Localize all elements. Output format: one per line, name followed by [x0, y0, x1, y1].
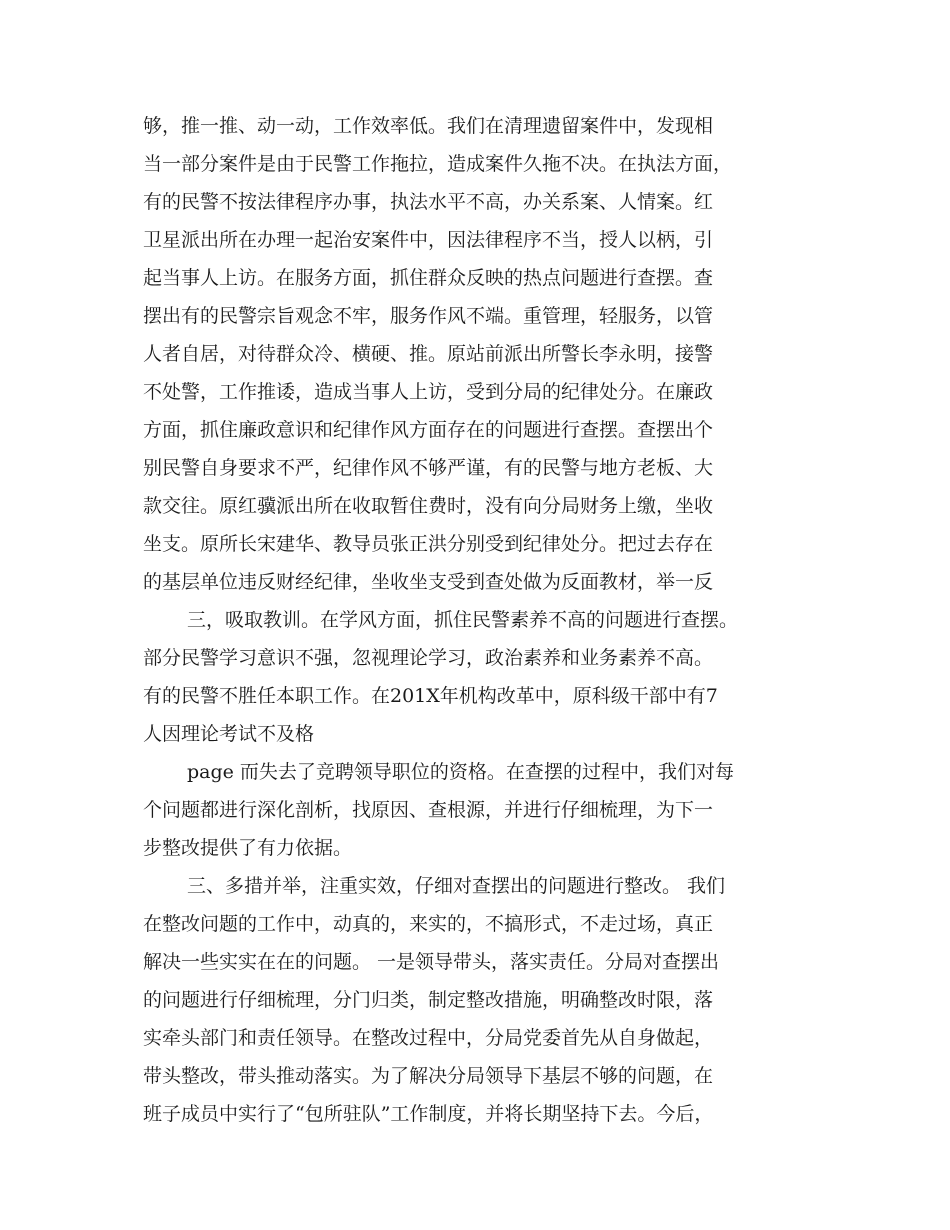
text-line: 有的民警不按法律程序办事，执法水平不高，办关系案、人情案。红: [143, 191, 714, 213]
text-line: 解决一些实实在在的问题。 一是领导带头，落实责任。分局对查摆出: [143, 951, 720, 973]
text-line: 别民警自身要求不严，纪律作风不够严谨，有的民警与地方老板、大: [143, 457, 714, 479]
text-line: 在整改问题的工作中，动真的，来实的，不搞形式，不走过场，真正: [143, 913, 714, 935]
text-line: 人者自居，对待群众冷、横硬、推。原站前派出所警长李永明，接警: [143, 343, 714, 365]
text-line: 带头整改，带头推动落实。为了解决分局领导下基层不够的问题，在: [143, 1065, 714, 1087]
paragraph-start-line: 三，吸取教训。在学风方面，抓住民警素养不高的问题进行查摆。: [187, 609, 739, 631]
text-line: 班子成员中实行了“包所驻队”工作制度，并将长期坚持下去。今后，: [143, 1103, 714, 1125]
text-line: 的基层单位违反财经纪律，坐收坐支受到查处做为反面教材，举一反: [143, 571, 714, 593]
text-line: 卫星派出所在办理一起治安案件中，因法律程序不当，授人以柄，引: [143, 229, 714, 251]
text-line: 部分民警学习意识不强，忽视理论学习，政治素养和业务素养不高。: [143, 647, 714, 669]
text-line: 实牵头部门和责任领导。在整改过程中，分局党委首先从自身做起，: [143, 1027, 714, 1049]
paragraph-start-line: page 而失去了竞聘领导职位的资格。在查摆的过程中，我们对每: [187, 761, 734, 783]
text-line: 人因理论考试不及格: [143, 723, 315, 745]
paragraph-start-line: 三、多措并举，注重实效，仔细对查摆出的问题进行整改。 我们: [187, 875, 726, 897]
text-line: 摆出有的民警宗旨观念不牢，服务作风不端。重管理，轻服务，以管: [143, 305, 714, 327]
text-line: 的问题进行仔细梳理，分门归类，制定整改措施，明确整改时限，落: [143, 989, 714, 1011]
text-line: 不处警，工作推诿，造成当事人上访，受到分局的纪律处分。在廉政: [143, 381, 714, 403]
text-line: 够，推一推、动一动，工作效率低。我们在清理遗留案件中，发现相: [143, 115, 714, 137]
document-body: [143, 107, 813, 1133]
text-line: 步整改提供了有力依据。: [143, 837, 353, 859]
text-line: 款交往。原红骥派出所在收取暂住费时，没有向分局财务上缴，坐收: [143, 495, 714, 517]
text-line: 坐支。原所长宋建华、教导员张正洪分别受到纪律处分。把过去存在: [143, 533, 714, 555]
text-line: 当一部分案件是由于民警工作拖拉，造成案件久拖不决。在执法方面，: [143, 153, 733, 175]
text-line: 起当事人上访。在服务方面，抓住群众反映的热点问题进行查摆。查: [143, 267, 714, 289]
text-line: 个问题都进行深化剖析，找原因、查根源，并进行仔细梳理，为下一: [143, 799, 714, 821]
text-line: 有的民警不胜任本职工作。在201X年机构改革中，原科级干部中有7: [143, 685, 718, 707]
text-line: 方面，抓住廉政意识和纪律作风方面存在的问题进行查摆。查摆出个: [143, 419, 714, 441]
